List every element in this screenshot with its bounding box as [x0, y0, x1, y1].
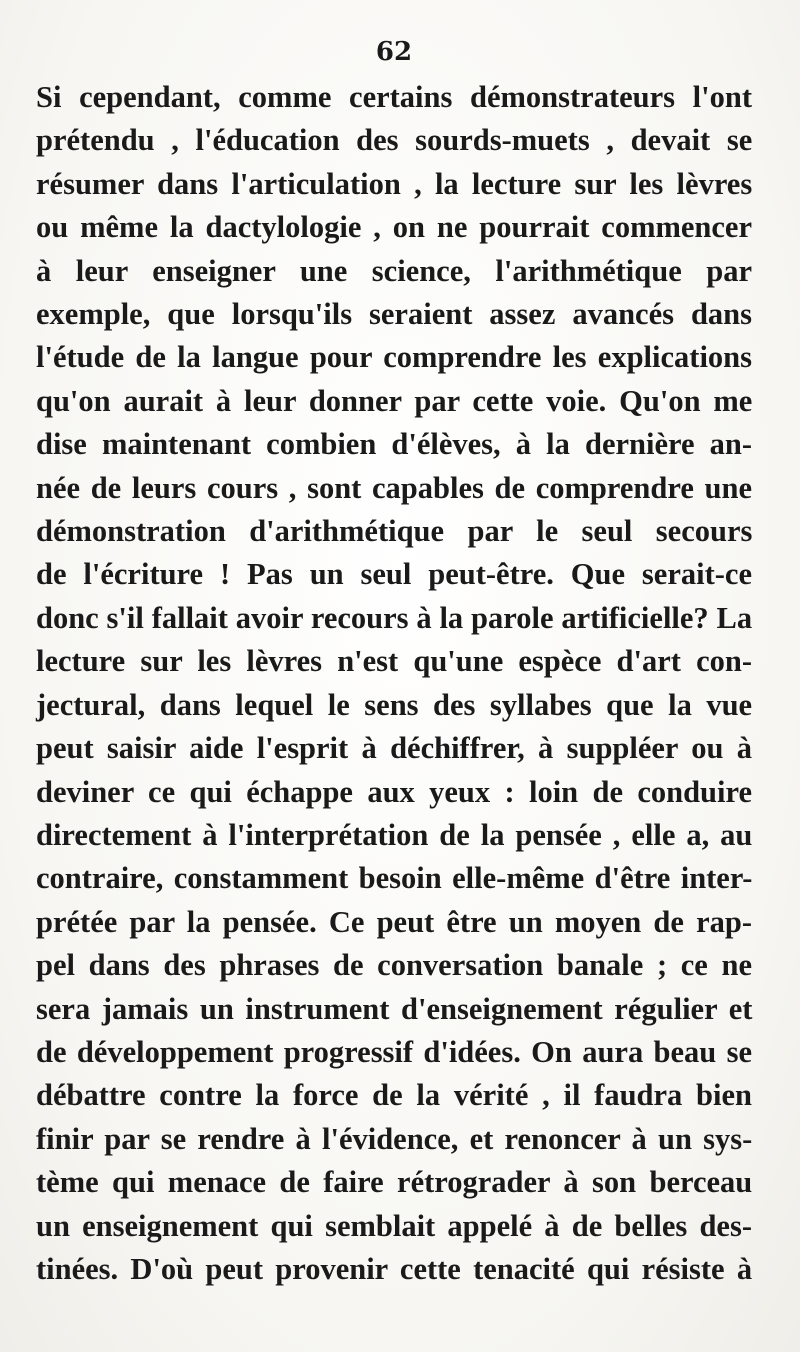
text-line: de développement progressif d'idées. On aura beau se — [36, 1034, 753, 1069]
text-line: contraire, constamment besoin elle-même d'être inter- — [36, 861, 753, 896]
text-line: deviner ce qui échappe aux yeux : loin de conduire — [36, 774, 752, 809]
text-line: prétée par la pensée. Ce peut être un moyen de rap- — [36, 904, 752, 939]
text-line: l'étude de la langue pour comprendre les explications — [36, 340, 752, 375]
text-line: donc s'il fallait avoir recours à la parole artificielle? La — [36, 600, 753, 635]
text-line: lecture sur les lèvres n'est qu'une espèce d'art con- — [36, 644, 752, 679]
text-line: à leur enseigner une science, l'arithmétique par — [36, 253, 752, 288]
text-line: exemple, que lorsqu'ils seraient assez avancés dans — [36, 297, 752, 332]
text-line: directement à l'interprétation de la pensée , elle a, au — [36, 817, 753, 852]
text-line: tème qui menace de faire rétrograder à son berceau — [36, 1165, 753, 1200]
text-line: dise maintenant combien d'élèves, à la dernière an- — [36, 427, 752, 462]
body-text — [36, 76, 752, 1291]
text-line: finir par se rendre à l'évidence, et renoncer à un sys- — [36, 1121, 753, 1156]
text-line: ou même la dactylologie , on ne pourrait commencer — [36, 210, 752, 245]
text-line: de l'écriture ! Pas un seul peut-être. Que serait-ce — [36, 557, 752, 592]
text-line: née de leurs cours , sont capables de comprendre une — [36, 470, 752, 505]
text-line: résumer dans l'articulation , la lecture sur les lèvres — [36, 166, 753, 201]
text-line: sera jamais un instrument d'enseignement régulier et — [36, 991, 753, 1026]
page-number: 62 — [375, 37, 413, 67]
text-line: jectural, dans lequel le sens des syllabes que la vue — [36, 687, 753, 722]
text-line: un enseignement qui semblait appelé à de belles des- — [36, 1208, 752, 1243]
text-line: Si cependant, comme certains démonstrateurs l'ont — [36, 80, 752, 114]
text-line: prétendu , l'éducation des sourds-muets , devait se — [36, 123, 753, 158]
text-line: qu'on aurait à leur donner par cette voie. Qu'on me — [36, 383, 753, 418]
text-line: peut saisir aide l'esprit à déchiffrer, à suppléer ou à — [36, 731, 752, 766]
text-line: débattre contre la force de la vérité , il faudra bien — [36, 1078, 752, 1113]
text-line: tinées. D'où peut provenir cette tenacité qui résiste à — [36, 1251, 753, 1286]
text-line: démonstration d'arithmétique par le seul secours — [36, 514, 753, 549]
text-line: pel dans des phrases de conversation banale ; ce ne — [36, 948, 752, 983]
